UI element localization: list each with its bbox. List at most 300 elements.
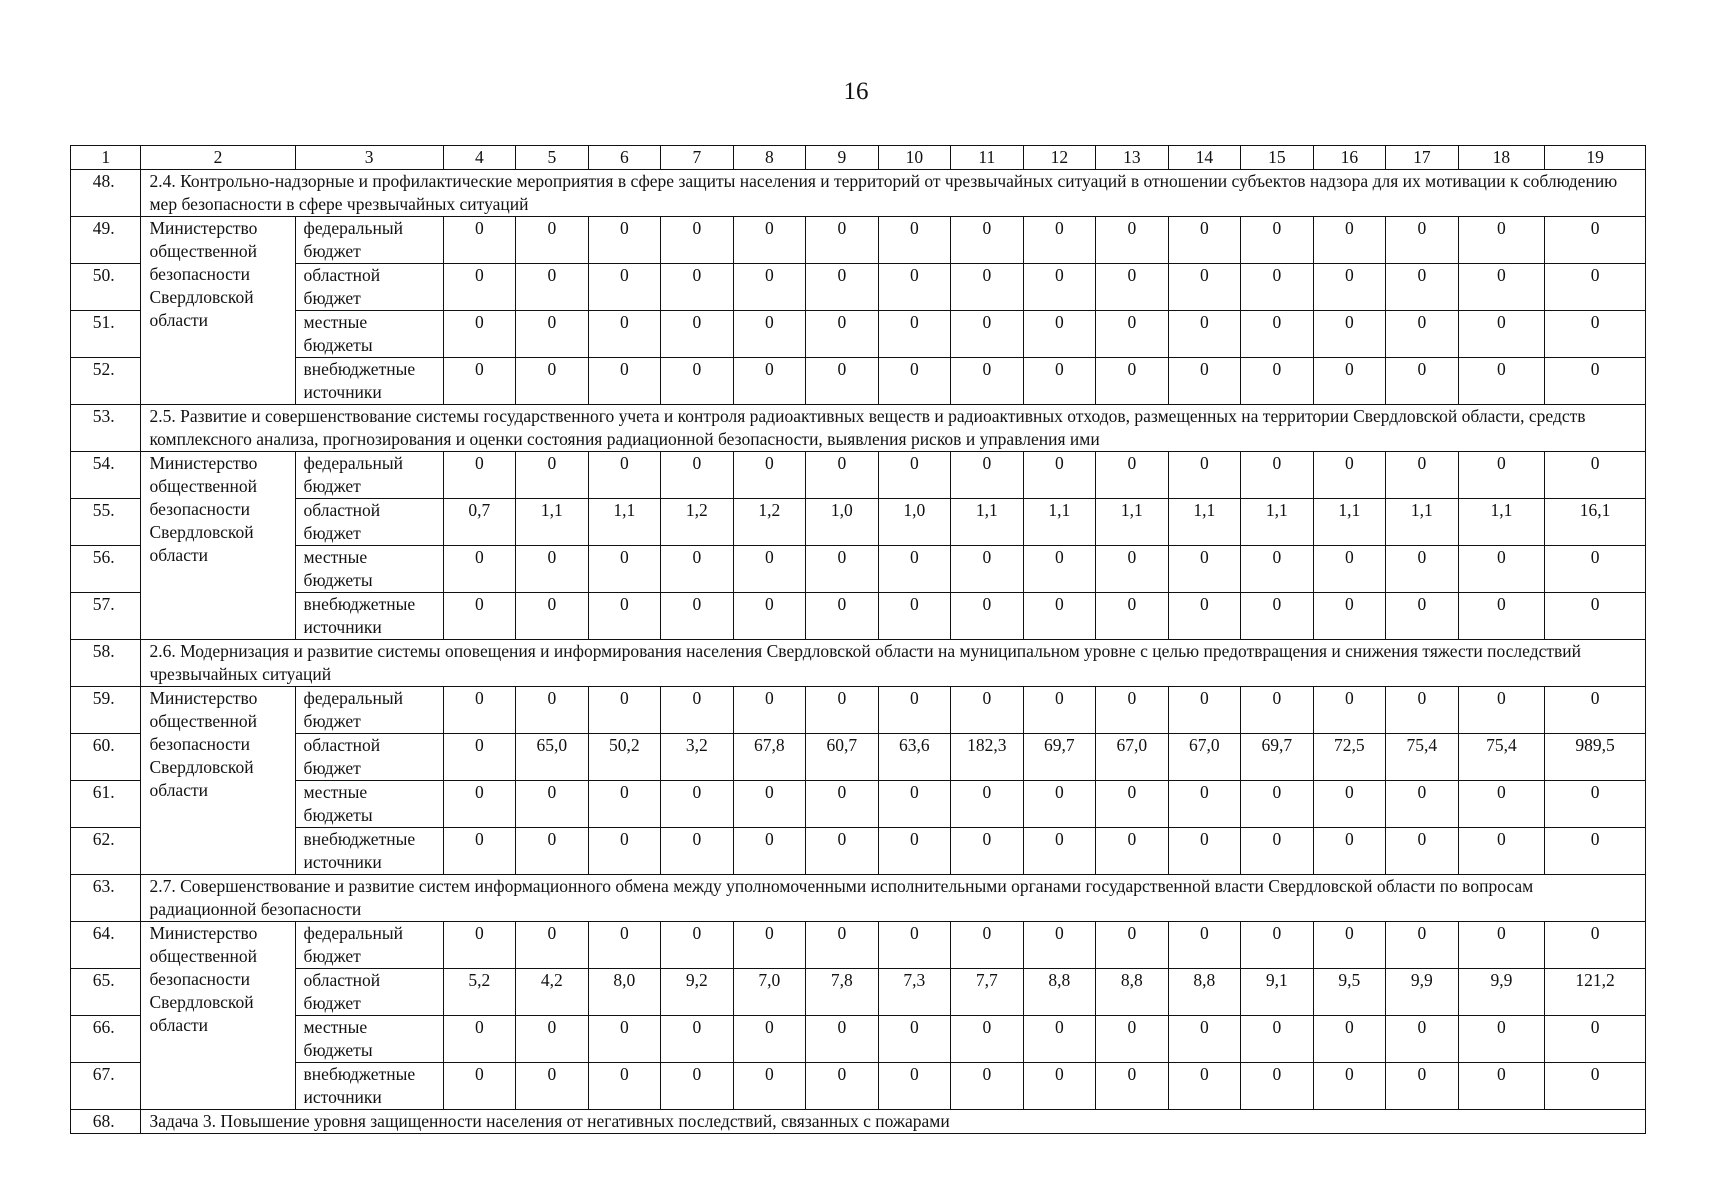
value-cell: 8,8 xyxy=(1168,969,1241,1016)
value-cell: 0 xyxy=(1023,687,1096,734)
value-cell: 0 xyxy=(878,217,951,264)
value-cell: 0 xyxy=(733,311,806,358)
column-number-cell: 10 xyxy=(878,146,951,170)
value-cell: 0 xyxy=(1386,1016,1459,1063)
column-number-cell: 15 xyxy=(1241,146,1314,170)
value-cell: 0 xyxy=(1241,593,1314,640)
funding-row xyxy=(71,734,1646,781)
row-number: 63. xyxy=(71,875,141,922)
value-cell: 0 xyxy=(951,922,1024,969)
value-cell: 9,1 xyxy=(1241,969,1314,1016)
value-cell: 0 xyxy=(806,687,879,734)
value-cell: 0 xyxy=(951,546,1024,593)
column-number-cell: 17 xyxy=(1386,146,1459,170)
responsible-org: Министерство общественной безопасности Свердловской области xyxy=(141,217,295,405)
value-cell: 0 xyxy=(1458,452,1545,499)
row-number: 66. xyxy=(71,1016,141,1063)
value-cell: 0 xyxy=(733,828,806,875)
value-cell: 0 xyxy=(588,264,661,311)
value-cell: 0 xyxy=(1168,1016,1241,1063)
value-cell: 0 xyxy=(1545,217,1646,264)
value-cell: 0 xyxy=(878,452,951,499)
value-cell: 0 xyxy=(1168,264,1241,311)
value-cell: 0 xyxy=(1458,358,1545,405)
value-cell: 0 xyxy=(588,452,661,499)
value-cell: 0 xyxy=(1545,358,1646,405)
value-cell: 0 xyxy=(1241,546,1314,593)
value-cell: 0 xyxy=(516,687,589,734)
funding-row xyxy=(71,1063,1646,1110)
funding-source: областной бюджет xyxy=(295,734,443,781)
value-cell: 0 xyxy=(806,828,879,875)
value-cell: 0 xyxy=(1313,687,1386,734)
value-cell: 1,1 xyxy=(1313,499,1386,546)
value-cell: 0 xyxy=(1386,781,1459,828)
column-number-cell: 19 xyxy=(1545,146,1646,170)
row-number: 51. xyxy=(71,311,141,358)
value-cell: 0 xyxy=(878,358,951,405)
value-cell: 0 xyxy=(588,217,661,264)
value-cell: 0 xyxy=(661,828,734,875)
value-cell: 0 xyxy=(1313,311,1386,358)
value-cell: 0 xyxy=(1545,828,1646,875)
value-cell: 0 xyxy=(1386,1063,1459,1110)
value-cell: 0 xyxy=(1241,264,1314,311)
value-cell: 0 xyxy=(1168,593,1241,640)
value-cell: 0 xyxy=(516,593,589,640)
value-cell: 0 xyxy=(1545,546,1646,593)
value-cell: 0 xyxy=(1096,264,1169,311)
value-cell: 0 xyxy=(1386,922,1459,969)
value-cell: 0 xyxy=(1458,687,1545,734)
column-number-cell: 4 xyxy=(443,146,516,170)
value-cell: 0 xyxy=(516,452,589,499)
column-number-cell: 13 xyxy=(1096,146,1169,170)
value-cell: 0 xyxy=(806,452,879,499)
value-cell: 0 xyxy=(1386,687,1459,734)
value-cell: 0 xyxy=(1023,828,1096,875)
column-number-cell: 16 xyxy=(1313,146,1386,170)
funding-source: местные бюджеты xyxy=(295,311,443,358)
value-cell: 0 xyxy=(661,264,734,311)
value-cell: 0 xyxy=(1386,828,1459,875)
value-cell: 69,7 xyxy=(1241,734,1314,781)
value-cell: 0 xyxy=(1241,687,1314,734)
value-cell: 0 xyxy=(1023,1063,1096,1110)
column-number-cell: 3 xyxy=(295,146,443,170)
value-cell: 0 xyxy=(878,687,951,734)
value-cell: 0 xyxy=(516,1016,589,1063)
value-cell: 0 xyxy=(1545,452,1646,499)
value-cell: 0 xyxy=(588,546,661,593)
value-cell: 0 xyxy=(1096,217,1169,264)
funding-row xyxy=(71,499,1646,546)
value-cell: 0 xyxy=(661,1063,734,1110)
value-cell: 0 xyxy=(1023,311,1096,358)
value-cell: 0 xyxy=(1241,1063,1314,1110)
value-cell: 0 xyxy=(1458,217,1545,264)
value-cell: 0 xyxy=(1545,264,1646,311)
value-cell: 1,1 xyxy=(1386,499,1459,546)
value-cell: 0 xyxy=(1386,358,1459,405)
value-cell: 67,0 xyxy=(1096,734,1169,781)
value-cell: 0 xyxy=(1096,1016,1169,1063)
funding-source: областной бюджет xyxy=(295,969,443,1016)
value-cell: 0 xyxy=(516,358,589,405)
value-cell: 0 xyxy=(588,1063,661,1110)
value-cell: 0 xyxy=(661,217,734,264)
value-cell: 0 xyxy=(1023,593,1096,640)
value-cell: 0 xyxy=(1168,1063,1241,1110)
value-cell: 0 xyxy=(443,781,516,828)
value-cell: 0 xyxy=(1458,593,1545,640)
value-cell: 0 xyxy=(806,1016,879,1063)
value-cell: 0 xyxy=(733,1063,806,1110)
row-number: 68. xyxy=(71,1110,141,1134)
funding-table xyxy=(70,145,1646,1134)
value-cell: 0 xyxy=(1313,1016,1386,1063)
column-number-row xyxy=(71,146,1646,170)
row-number: 59. xyxy=(71,687,141,734)
value-cell: 0 xyxy=(1241,452,1314,499)
column-number-cell: 7 xyxy=(661,146,734,170)
value-cell: 0 xyxy=(1168,311,1241,358)
value-cell: 0 xyxy=(806,217,879,264)
value-cell: 0 xyxy=(733,922,806,969)
value-cell: 0 xyxy=(1023,264,1096,311)
value-cell: 0 xyxy=(1386,264,1459,311)
value-cell: 0 xyxy=(1096,828,1169,875)
value-cell: 0 xyxy=(878,264,951,311)
row-number: 65. xyxy=(71,969,141,1016)
value-cell: 0 xyxy=(588,358,661,405)
value-cell: 0 xyxy=(516,264,589,311)
funding-source: местные бюджеты xyxy=(295,1016,443,1063)
funding-row xyxy=(71,781,1646,828)
column-number-cell: 6 xyxy=(588,146,661,170)
funding-source: федеральный бюджет xyxy=(295,922,443,969)
value-cell: 0 xyxy=(1386,452,1459,499)
value-cell: 0 xyxy=(588,828,661,875)
row-number: 52. xyxy=(71,358,141,405)
value-cell: 0 xyxy=(1023,781,1096,828)
task-title: Задача 3. Повышение уровня защищенности населения от негативных последствий, связанных с пожарами xyxy=(141,1110,1646,1134)
value-cell: 0 xyxy=(516,828,589,875)
row-number: 56. xyxy=(71,546,141,593)
value-cell: 60,7 xyxy=(806,734,879,781)
value-cell: 0 xyxy=(951,828,1024,875)
value-cell: 0 xyxy=(1096,593,1169,640)
value-cell: 0 xyxy=(443,734,516,781)
value-cell: 0 xyxy=(1458,546,1545,593)
value-cell: 7,0 xyxy=(733,969,806,1016)
section-row xyxy=(71,405,1646,452)
value-cell: 0 xyxy=(1241,922,1314,969)
funding-source: областной бюджет xyxy=(295,499,443,546)
value-cell: 0 xyxy=(443,687,516,734)
value-cell: 0 xyxy=(661,452,734,499)
value-cell: 0 xyxy=(1313,452,1386,499)
value-cell: 0 xyxy=(1545,593,1646,640)
value-cell: 9,5 xyxy=(1313,969,1386,1016)
row-number: 50. xyxy=(71,264,141,311)
funding-source: внебюджетные источники xyxy=(295,358,443,405)
value-cell: 0 xyxy=(588,311,661,358)
value-cell: 0 xyxy=(806,546,879,593)
column-number-cell: 12 xyxy=(1023,146,1096,170)
row-number: 57. xyxy=(71,593,141,640)
value-cell: 1,0 xyxy=(878,499,951,546)
value-cell: 0 xyxy=(1168,781,1241,828)
value-cell: 0 xyxy=(878,781,951,828)
value-cell: 0 xyxy=(878,1016,951,1063)
value-cell: 0 xyxy=(951,687,1024,734)
value-cell: 0 xyxy=(661,546,734,593)
value-cell: 1,1 xyxy=(1458,499,1545,546)
value-cell: 0 xyxy=(1023,217,1096,264)
funding-source: местные бюджеты xyxy=(295,781,443,828)
value-cell: 0 xyxy=(516,781,589,828)
value-cell: 1,1 xyxy=(951,499,1024,546)
value-cell: 0 xyxy=(1386,217,1459,264)
value-cell: 0 xyxy=(1313,781,1386,828)
column-number-cell: 14 xyxy=(1168,146,1241,170)
value-cell: 0 xyxy=(1168,358,1241,405)
value-cell: 4,2 xyxy=(516,969,589,1016)
section-title: 2.6. Модернизация и развитие системы оповещения и информирования населения Свердловской области на муниципальном уровне с целью предотвращения и снижения тяжести последствий чрезвычайных ситуаций xyxy=(141,640,1646,687)
value-cell: 0 xyxy=(1545,1016,1646,1063)
value-cell: 0 xyxy=(951,311,1024,358)
row-number: 67. xyxy=(71,1063,141,1110)
funding-row xyxy=(71,828,1646,875)
value-cell: 0 xyxy=(1545,781,1646,828)
value-cell: 0 xyxy=(661,1016,734,1063)
value-cell: 0 xyxy=(806,593,879,640)
row-number: 62. xyxy=(71,828,141,875)
value-cell: 67,8 xyxy=(733,734,806,781)
value-cell: 72,5 xyxy=(1313,734,1386,781)
value-cell: 0 xyxy=(733,781,806,828)
value-cell: 8,0 xyxy=(588,969,661,1016)
value-cell: 0 xyxy=(733,593,806,640)
value-cell: 0 xyxy=(1241,1016,1314,1063)
value-cell: 0 xyxy=(1545,311,1646,358)
row-number: 48. xyxy=(71,170,141,217)
value-cell: 0 xyxy=(733,452,806,499)
value-cell: 0 xyxy=(443,1063,516,1110)
value-cell: 0 xyxy=(1458,1063,1545,1110)
funding-source: федеральный бюджет xyxy=(295,452,443,499)
value-cell: 182,3 xyxy=(951,734,1024,781)
value-cell: 0 xyxy=(1313,828,1386,875)
funding-source: внебюджетные источники xyxy=(295,1063,443,1110)
value-cell: 0 xyxy=(516,922,589,969)
funding-source: федеральный бюджет xyxy=(295,687,443,734)
value-cell: 0 xyxy=(443,217,516,264)
funding-row xyxy=(71,264,1646,311)
value-cell: 0 xyxy=(951,217,1024,264)
value-cell: 0 xyxy=(1096,452,1169,499)
value-cell: 0 xyxy=(1096,1063,1169,1110)
value-cell: 1,1 xyxy=(588,499,661,546)
value-cell: 0 xyxy=(1545,687,1646,734)
value-cell: 0 xyxy=(443,1016,516,1063)
value-cell: 0 xyxy=(1168,922,1241,969)
value-cell: 0 xyxy=(1096,687,1169,734)
value-cell: 9,2 xyxy=(661,969,734,1016)
value-cell: 1,1 xyxy=(1096,499,1169,546)
funding-row xyxy=(71,922,1646,969)
value-cell: 0 xyxy=(733,546,806,593)
value-cell: 0 xyxy=(1313,217,1386,264)
value-cell: 0 xyxy=(516,546,589,593)
value-cell: 0 xyxy=(806,1063,879,1110)
value-cell: 0 xyxy=(1096,781,1169,828)
value-cell: 75,4 xyxy=(1386,734,1459,781)
value-cell: 0 xyxy=(1313,546,1386,593)
value-cell: 69,7 xyxy=(1023,734,1096,781)
funding-source: областной бюджет xyxy=(295,264,443,311)
section-title: 2.5. Развитие и совершенствование системы государственного учета и контроля радиоактивных веществ и радиоактивных отходов, размещенных на территории Свердловской области, средств комплексного анализа, прогнозирования и оценки состояния радиационной безопасности, выявления рисков и управления ими xyxy=(141,405,1646,452)
value-cell: 0 xyxy=(733,687,806,734)
value-cell: 0 xyxy=(878,828,951,875)
value-cell: 0 xyxy=(951,1063,1024,1110)
column-number-cell: 11 xyxy=(951,146,1024,170)
value-cell: 0 xyxy=(661,593,734,640)
value-cell: 989,5 xyxy=(1545,734,1646,781)
funding-row xyxy=(71,969,1646,1016)
value-cell: 0 xyxy=(806,264,879,311)
value-cell: 0 xyxy=(1096,358,1169,405)
value-cell: 0 xyxy=(1023,452,1096,499)
funding-row xyxy=(71,593,1646,640)
value-cell: 0 xyxy=(1313,264,1386,311)
value-cell: 63,6 xyxy=(878,734,951,781)
section-row xyxy=(71,170,1646,217)
responsible-org: Министерство общественной безопасности Свердловской области xyxy=(141,922,295,1110)
responsible-org: Министерство общественной безопасности Свердловской области xyxy=(141,687,295,875)
column-number-cell: 5 xyxy=(516,146,589,170)
value-cell: 0 xyxy=(733,358,806,405)
value-cell: 0 xyxy=(951,358,1024,405)
value-cell: 0 xyxy=(1168,687,1241,734)
value-cell: 0 xyxy=(951,1016,1024,1063)
value-cell: 0 xyxy=(1023,358,1096,405)
value-cell: 0 xyxy=(661,358,734,405)
page-number: 16 xyxy=(843,78,869,105)
value-cell: 0 xyxy=(1168,217,1241,264)
value-cell: 0 xyxy=(443,546,516,593)
funding-row xyxy=(71,546,1646,593)
value-cell: 0 xyxy=(878,546,951,593)
value-cell: 1,1 xyxy=(1241,499,1314,546)
value-cell: 0 xyxy=(1241,781,1314,828)
value-cell: 0 xyxy=(1458,828,1545,875)
column-number-cell: 2 xyxy=(141,146,295,170)
value-cell: 1,2 xyxy=(661,499,734,546)
value-cell: 0 xyxy=(1023,1016,1096,1063)
value-cell: 0 xyxy=(733,264,806,311)
value-cell: 0 xyxy=(516,311,589,358)
value-cell: 0 xyxy=(951,593,1024,640)
row-number: 54. xyxy=(71,452,141,499)
funding-source: внебюджетные источники xyxy=(295,828,443,875)
column-number-cell: 8 xyxy=(733,146,806,170)
section-title: 2.4. Контрольно-надзорные и профилактические мероприятия в сфере защиты населения и территорий от чрезвычайных ситуаций в отношении субъектов надзора для их мотивации к соблюдению мер безопасности в сфере чрезвычайных ситуаций xyxy=(141,170,1646,217)
responsible-org: Министерство общественной безопасности Свердловской области xyxy=(141,452,295,640)
funding-source: внебюджетные источники xyxy=(295,593,443,640)
value-cell: 0 xyxy=(806,311,879,358)
value-cell: 0 xyxy=(1458,264,1545,311)
value-cell: 0 xyxy=(588,687,661,734)
row-number: 49. xyxy=(71,217,141,264)
value-cell: 1,1 xyxy=(1168,499,1241,546)
value-cell: 7,7 xyxy=(951,969,1024,1016)
value-cell: 50,2 xyxy=(588,734,661,781)
value-cell: 0 xyxy=(1386,311,1459,358)
value-cell: 0 xyxy=(878,593,951,640)
value-cell: 1,1 xyxy=(1023,499,1096,546)
value-cell: 0 xyxy=(443,358,516,405)
value-cell: 0 xyxy=(443,828,516,875)
value-cell: 0 xyxy=(951,781,1024,828)
column-number-cell: 18 xyxy=(1458,146,1545,170)
value-cell: 16,1 xyxy=(1545,499,1646,546)
value-cell: 0 xyxy=(661,311,734,358)
value-cell: 0 xyxy=(443,264,516,311)
value-cell: 0 xyxy=(443,452,516,499)
row-number: 58. xyxy=(71,640,141,687)
value-cell: 0 xyxy=(1096,922,1169,969)
value-cell: 0 xyxy=(951,452,1024,499)
value-cell: 0 xyxy=(1458,1016,1545,1063)
value-cell: 0 xyxy=(733,1016,806,1063)
funding-row xyxy=(71,687,1646,734)
value-cell: 0 xyxy=(443,311,516,358)
value-cell: 0 xyxy=(588,593,661,640)
value-cell: 0 xyxy=(1458,922,1545,969)
value-cell: 1,2 xyxy=(733,499,806,546)
value-cell: 0 xyxy=(588,1016,661,1063)
value-cell: 1,1 xyxy=(516,499,589,546)
value-cell: 0 xyxy=(1386,593,1459,640)
value-cell: 0 xyxy=(1096,546,1169,593)
value-cell: 1,0 xyxy=(806,499,879,546)
value-cell: 0 xyxy=(443,922,516,969)
funding-row xyxy=(71,217,1646,264)
value-cell: 8,8 xyxy=(1096,969,1169,1016)
section-title: 2.7. Совершенствование и развитие систем информационного обмена между уполномоченными исполнительными органами государственной власти Свердловской области по вопросам радиационной безопасности xyxy=(141,875,1646,922)
value-cell: 0 xyxy=(1168,828,1241,875)
value-cell: 0 xyxy=(661,781,734,828)
value-cell: 0 xyxy=(1241,828,1314,875)
value-cell: 0 xyxy=(878,311,951,358)
value-cell: 0 xyxy=(806,922,879,969)
section-row xyxy=(71,640,1646,687)
value-cell: 0 xyxy=(1458,311,1545,358)
value-cell: 9,9 xyxy=(1458,969,1545,1016)
row-number: 60. xyxy=(71,734,141,781)
value-cell: 0 xyxy=(733,217,806,264)
funding-row xyxy=(71,1016,1646,1063)
value-cell: 0 xyxy=(1168,452,1241,499)
value-cell: 0 xyxy=(1545,1063,1646,1110)
column-number-cell: 1 xyxy=(71,146,141,170)
value-cell: 75,4 xyxy=(1458,734,1545,781)
row-number: 61. xyxy=(71,781,141,828)
value-cell: 0 xyxy=(661,922,734,969)
row-number: 64. xyxy=(71,922,141,969)
